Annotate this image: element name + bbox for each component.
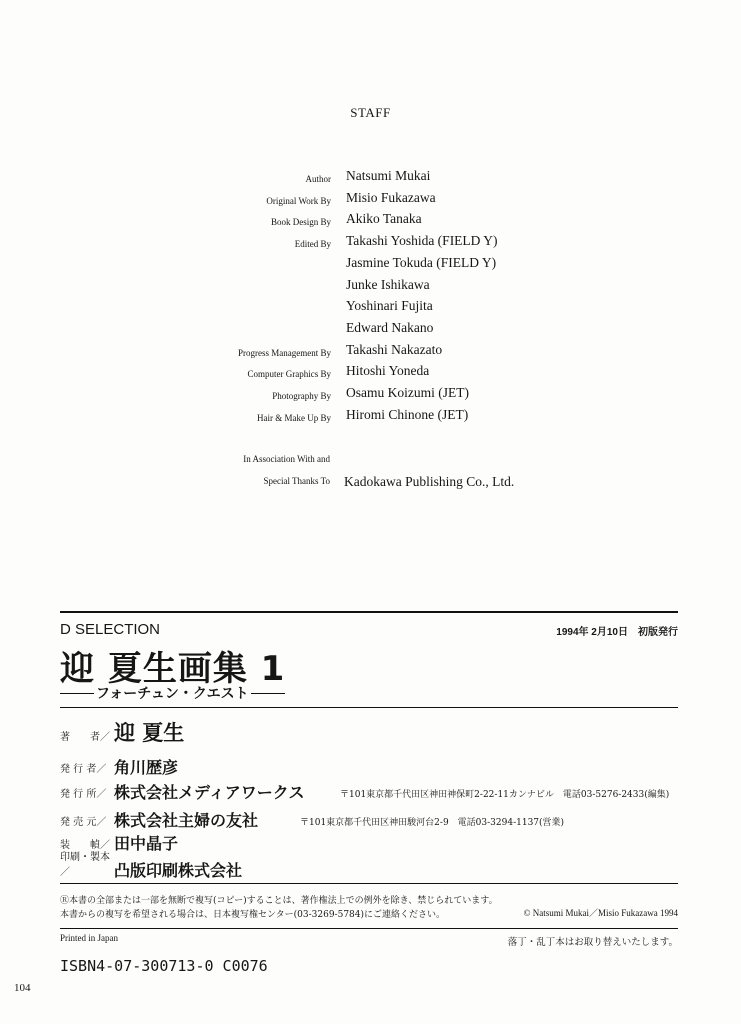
colophon-middle-rule xyxy=(60,707,678,708)
colophon-value: 迎 夏生 xyxy=(114,721,185,745)
book-title: 迎 夏生画集 1 xyxy=(60,649,286,689)
page-number: 104 xyxy=(14,982,31,994)
credit-name: Natsumi Mukai xyxy=(346,168,431,183)
colophon-row xyxy=(60,777,700,803)
credit-role: Edited By xyxy=(294,239,331,250)
credit-name: Jasmine Tokuda (FIELD Y) xyxy=(346,254,497,270)
colophon-top-rule xyxy=(60,611,678,613)
publication-date: 1994年 2月10日 初版発行 xyxy=(556,627,678,638)
colophon-value: 株式会社主婦の友社 xyxy=(114,811,259,830)
credit-role: Photography By xyxy=(272,391,331,401)
association-label-line1: In Association With and xyxy=(243,454,330,464)
credit-name: Osamu Koizumi (JET) xyxy=(346,385,469,400)
credit-name: Hitoshi Yoneda xyxy=(346,363,430,379)
credit-row xyxy=(0,190,741,212)
credit-name: Yoshinari Fujita xyxy=(346,298,433,314)
credit-name: Akiko Tanaka xyxy=(346,211,422,227)
subtitle-dash-left xyxy=(60,693,94,694)
colophon-row xyxy=(60,720,700,746)
colophon-label: 印刷・製本／ xyxy=(60,852,110,878)
association-label-line2: Special Thanks To xyxy=(263,476,330,486)
colophon-value: 田中晶子 xyxy=(114,834,179,853)
colophon-address: 〒101東京都千代田区神田神保町2-22-11カンナビル 電話03-5276-2433(編集) xyxy=(340,790,670,800)
credit-role: Progress Management By xyxy=(238,347,331,358)
series-name: D SELECTION xyxy=(60,621,161,638)
colophon-label: 装 幀／ xyxy=(60,840,110,851)
printed-in: Printed in Japan xyxy=(60,933,118,943)
subtitle-dash-right xyxy=(251,693,285,694)
credit-role: Author xyxy=(305,174,331,184)
credit-name: Takashi Yoshida (FIELD Y) xyxy=(346,233,498,249)
credit-row xyxy=(0,342,741,364)
credit-row xyxy=(0,363,741,385)
colophon-row xyxy=(60,752,700,778)
notice-top-rule xyxy=(60,883,678,884)
credit-role: Computer Graphics By xyxy=(247,369,331,380)
colophon-row xyxy=(60,852,700,881)
association-name: Kadokawa Publishing Co., Ltd. xyxy=(344,474,515,489)
colophon-label: 発 売 元／ xyxy=(60,817,107,828)
colophon-value: 凸版印刷株式会社 xyxy=(114,861,243,880)
credit-name: Misio Fukazawa xyxy=(346,189,436,205)
notice-bottom-rule xyxy=(60,928,678,929)
colophon-address: 〒101東京都千代田区神田駿河台2-9 電話03-3294-1137(営業) xyxy=(300,818,565,828)
credit-name: Junke Ishikawa xyxy=(346,276,430,292)
credit-role: Book Design By xyxy=(270,217,331,228)
colophon-label: 発 行 者／ xyxy=(60,764,107,775)
isbn: ISBN4-07-300713-0 C0076 xyxy=(60,957,268,975)
copyright: © Natsumi Mukai／Misio Fukazawa 1994 xyxy=(523,908,678,918)
book-subtitle-block xyxy=(60,684,285,702)
staff-title: STAFF xyxy=(350,105,391,120)
credit-role: Hair & Make Up By xyxy=(257,412,331,423)
credit-row xyxy=(0,320,741,342)
credit-row xyxy=(0,298,741,320)
credit-name: Hiromi Chinone (JET) xyxy=(346,406,469,422)
colophon-value: 角川歴彦 xyxy=(114,758,179,777)
colophon-row xyxy=(60,828,700,854)
credit-row xyxy=(0,407,741,429)
copy-notice-line1: Ⓡ本書の全部または一部を無断で複写(コピー)することは、著作権法上での例外を除き、禁じられています。 xyxy=(60,896,498,906)
book-subtitle: フォーチュン・クエスト xyxy=(96,686,249,702)
colophon-value: 株式会社メディアワークス xyxy=(114,783,305,802)
credit-name: Takashi Nakazato xyxy=(346,341,443,357)
credit-row xyxy=(0,168,741,190)
copy-notice-line2: 本書からの複写を希望される場合は、日本複写権センター(03-3269-5784)にご連絡ください。 xyxy=(60,910,446,920)
colophon-label: 発 行 所／ xyxy=(60,789,107,800)
colophon-label: 著 者／ xyxy=(60,732,110,743)
credit-row xyxy=(0,277,741,299)
credit-row xyxy=(0,233,741,255)
credit-row xyxy=(0,255,741,277)
credit-row xyxy=(0,211,741,233)
defect-notice: 落丁・乱丁本はお取り替えいたします。 xyxy=(507,937,678,948)
credit-row xyxy=(0,385,741,407)
credit-name: Edward Nakano xyxy=(346,319,434,335)
credit-role: Original Work By xyxy=(266,195,331,206)
